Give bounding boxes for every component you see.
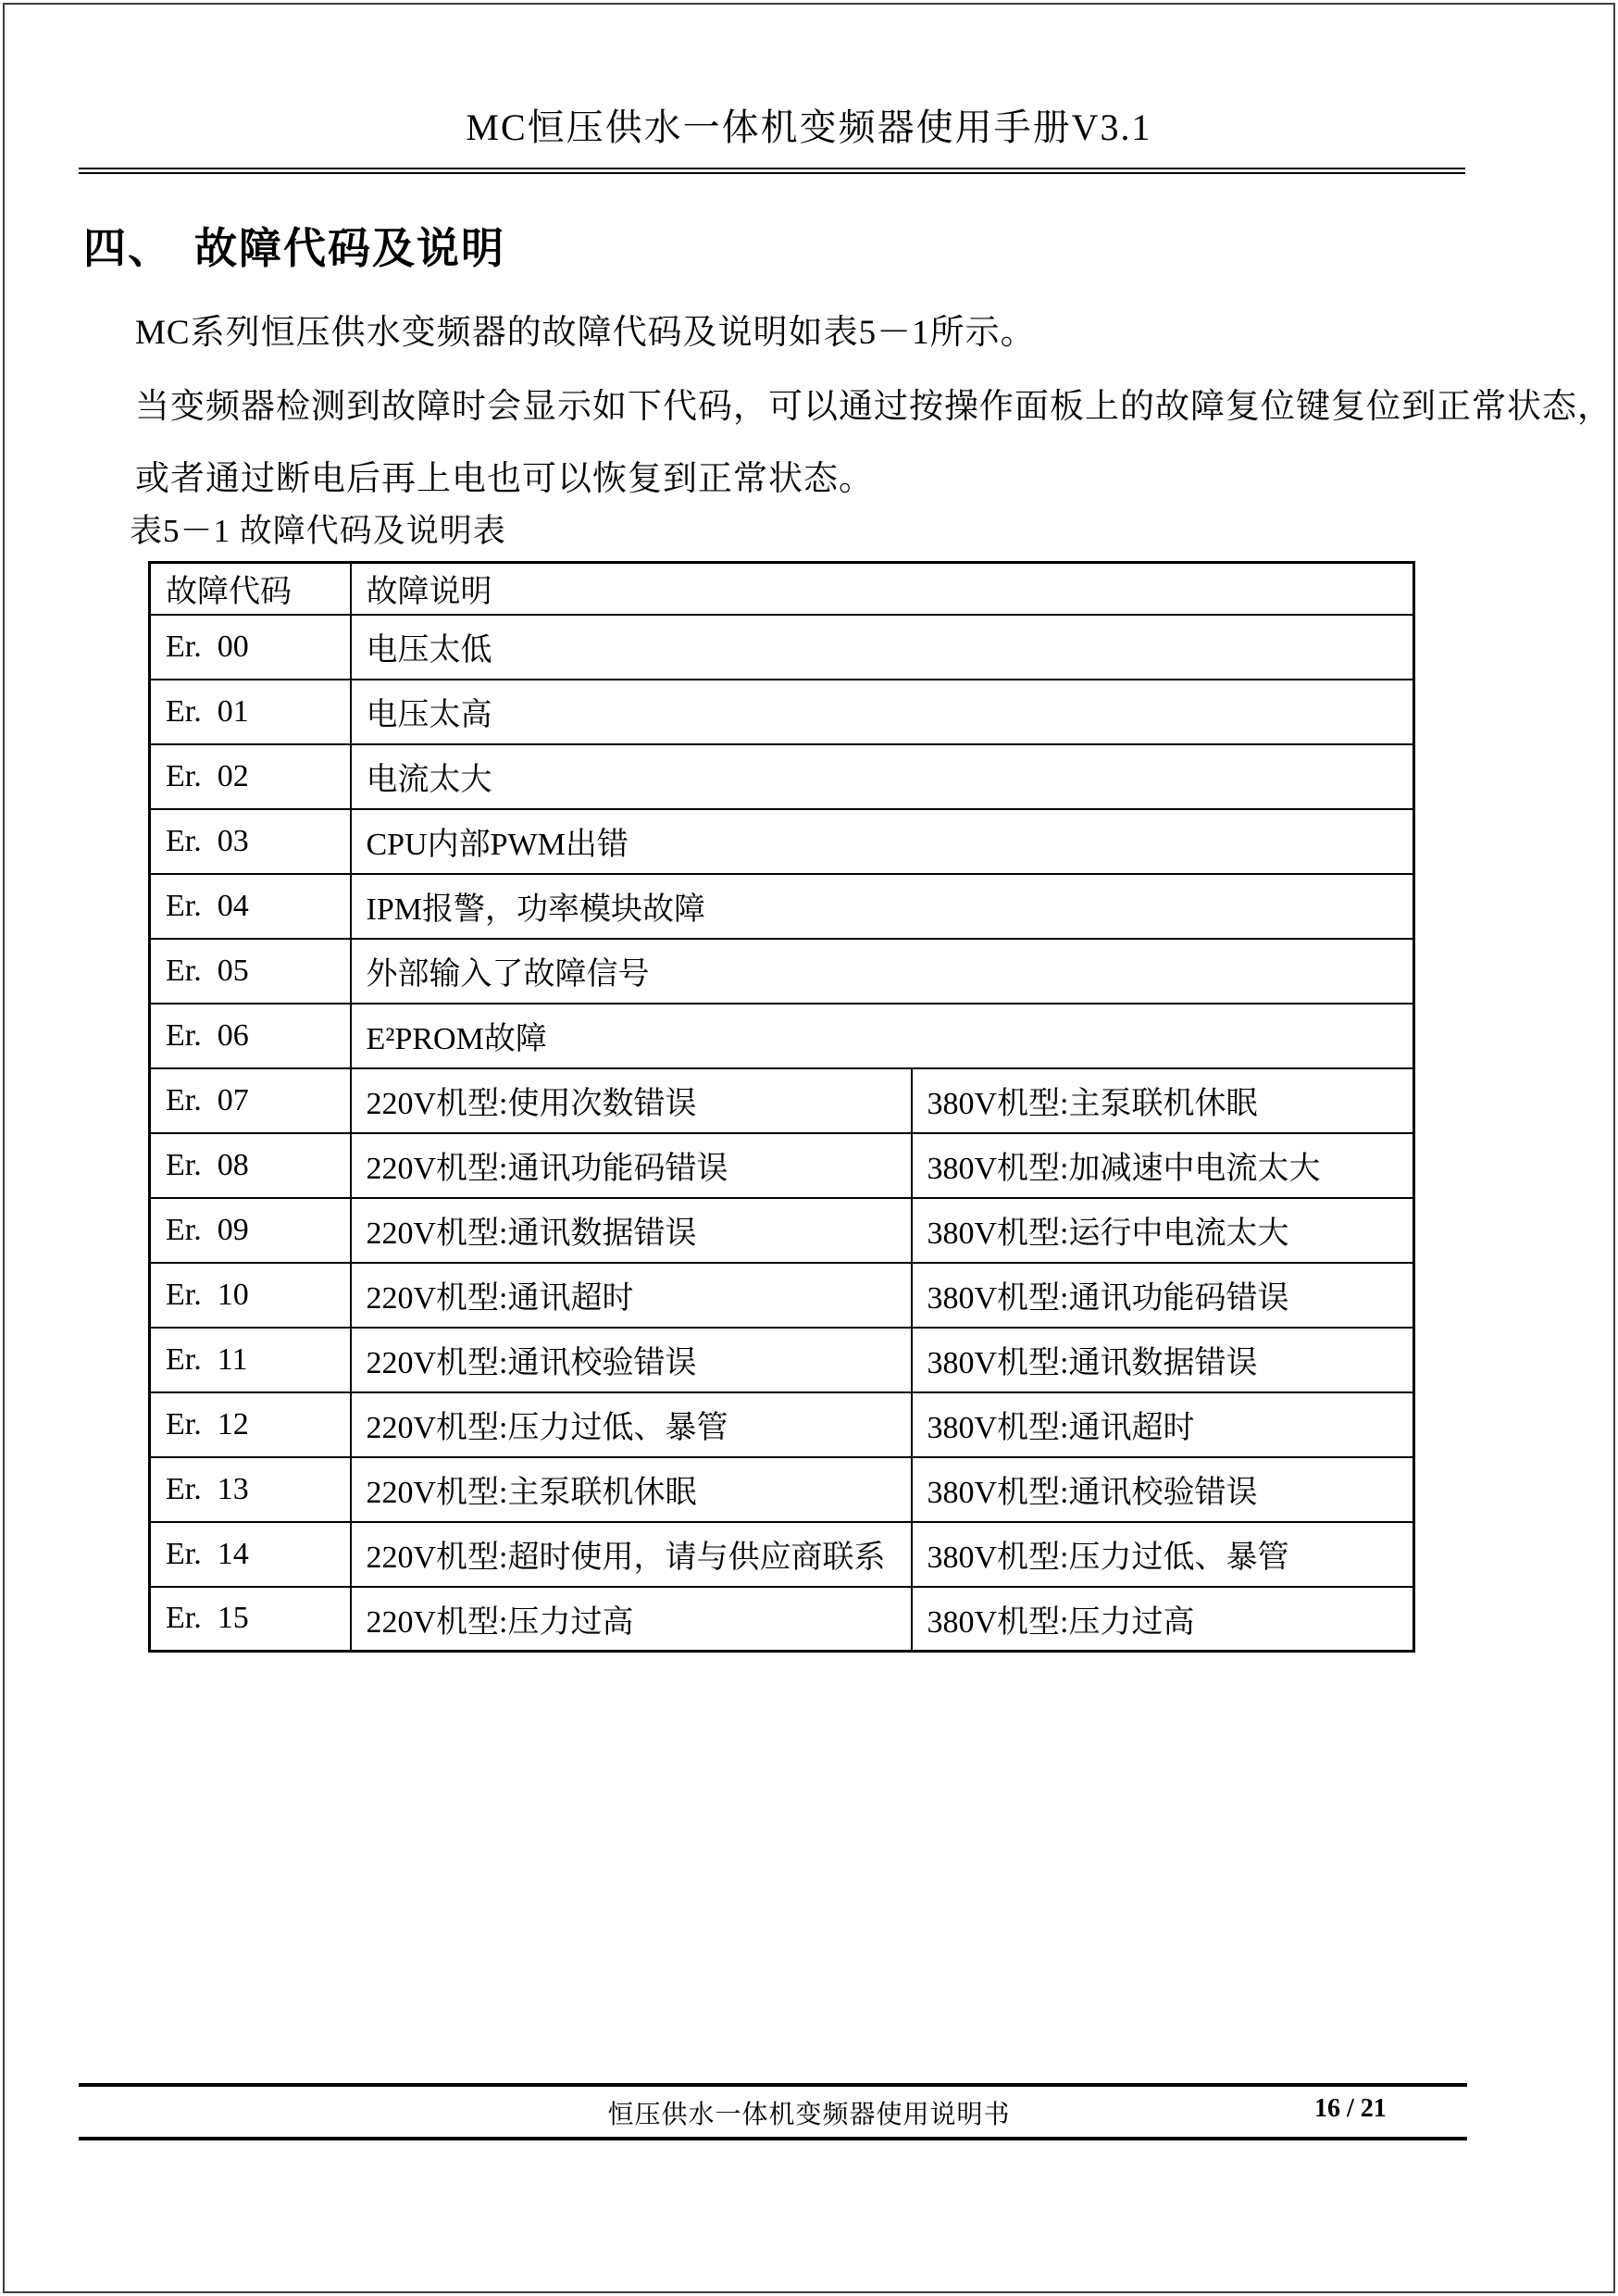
fault-desc-380v-cell: 380V机型:运行中电流太大: [912, 1198, 1414, 1263]
table-row: [150, 744, 1414, 809]
fault-desc-220v-cell: 220V机型:主泵联机休眠: [351, 1457, 912, 1522]
table-caption: 表5－1 故障代码及说明表: [130, 513, 506, 549]
fault-desc-380v-cell: 380V机型:压力过低、暴管: [912, 1522, 1414, 1587]
intro-paragraph-1: MC系列恒压供水变频器的故障代码及说明如表5－1所示。: [135, 314, 1036, 352]
fault-desc-cell: 外部输入了故障信号: [351, 939, 1414, 1004]
table-row: [150, 809, 1414, 874]
fault-code-cell: Er. 10: [150, 1263, 351, 1328]
table-row: [150, 1392, 1414, 1457]
table-row: [150, 1457, 1414, 1522]
intro-paragraph-3: 或者通过断电后再上电也可以恢复到正常状态。: [135, 460, 874, 498]
fault-desc-380v-cell: 380V机型:主泵联机休眠: [912, 1068, 1414, 1133]
fault-code-cell: Er. 00: [150, 615, 351, 680]
footer-page-number: 16 / 21: [1314, 2094, 1387, 2123]
table-row: [150, 1068, 1414, 1133]
fault-desc-380v-cell: 380V机型:压力过高: [912, 1587, 1414, 1652]
fault-desc-cell: CPU内部PWM出错: [351, 809, 1414, 874]
fault-desc-cell: 电压太低: [351, 615, 1414, 680]
fault-code-cell: Er. 14: [150, 1522, 351, 1587]
fault-desc-380v-cell: 380V机型:通讯功能码错误: [912, 1263, 1414, 1328]
fault-code-cell: Er. 06: [150, 1004, 351, 1068]
fault-code-cell: Er. 13: [150, 1457, 351, 1522]
intro-paragraph-2: 当变频器检测到故障时会显示如下代码，可以通过按操作面板上的故障复位键复位到正常状态，: [135, 388, 1612, 426]
section-heading: [83, 215, 505, 276]
fault-code-cell: Er. 04: [150, 874, 351, 939]
table-row: [150, 680, 1414, 744]
fault-desc-380v-cell: 380V机型:通讯数据错误: [912, 1328, 1414, 1392]
table-row: [150, 939, 1414, 1004]
footer-rule-top: [79, 2083, 1467, 2087]
table-row: [150, 1133, 1414, 1198]
section-title: 故障代码及说明: [194, 224, 505, 272]
fault-code-cell: Er. 11: [150, 1328, 351, 1392]
section-number: 四、: [83, 224, 172, 272]
table-row: [150, 1004, 1414, 1068]
fault-code-cell: Er. 12: [150, 1392, 351, 1457]
column-header-description: 故障说明: [351, 563, 1414, 615]
fault-code-table: [148, 561, 1415, 1653]
fault-desc-cell: E²PROM故障: [351, 1004, 1414, 1068]
fault-desc-cell: 电压太高: [351, 680, 1414, 744]
table-row: [150, 1328, 1414, 1392]
fault-code-cell: Er. 02: [150, 744, 351, 809]
page-header-title: MC恒压供水一体机变频器使用手册V3.1: [466, 106, 1152, 148]
fault-code-cell: Er. 09: [150, 1198, 351, 1263]
fault-desc-220v-cell: 220V机型:压力过低、暴管: [351, 1392, 912, 1457]
fault-desc-220v-cell: 220V机型:使用次数错误: [351, 1068, 912, 1133]
footer-rule-bottom: [79, 2137, 1467, 2140]
fault-desc-220v-cell: 220V机型:通讯校验错误: [351, 1328, 912, 1392]
fault-code-cell: Er. 08: [150, 1133, 351, 1198]
column-header-code: 故障代码: [150, 563, 351, 615]
header-double-rule: [79, 168, 1465, 174]
table-row: [150, 615, 1414, 680]
fault-desc-380v-cell: 380V机型:通讯超时: [912, 1392, 1414, 1457]
fault-code-cell: Er. 15: [150, 1587, 351, 1652]
fault-desc-220v-cell: 220V机型:超时使用，请与供应商联系: [351, 1522, 912, 1587]
fault-code-cell: Er. 01: [150, 680, 351, 744]
table-row: [150, 1198, 1414, 1263]
fault-desc-cell: 电流太大: [351, 744, 1414, 809]
fault-desc-380v-cell: 380V机型:通讯校验错误: [912, 1457, 1414, 1522]
table-row: [150, 1263, 1414, 1328]
fault-desc-cell: IPM报警，功率模块故障: [351, 874, 1414, 939]
footer-doc-title: 恒压供水一体机变频器使用说明书: [607, 2101, 1011, 2129]
fault-desc-380v-cell: 380V机型:加减速中电流太大: [912, 1133, 1414, 1198]
fault-code-cell: Er. 03: [150, 809, 351, 874]
fault-code-cell: Er. 05: [150, 939, 351, 1004]
fault-desc-220v-cell: 220V机型:压力过高: [351, 1587, 912, 1652]
table-row: [150, 1522, 1414, 1587]
table-row: [150, 1587, 1414, 1652]
fault-desc-220v-cell: 220V机型:通讯数据错误: [351, 1198, 912, 1263]
table-row: [150, 874, 1414, 939]
table-header-row: [150, 563, 1414, 615]
fault-code-cell: Er. 07: [150, 1068, 351, 1133]
fault-desc-220v-cell: 220V机型:通讯超时: [351, 1263, 912, 1328]
fault-desc-220v-cell: 220V机型:通讯功能码错误: [351, 1133, 912, 1198]
